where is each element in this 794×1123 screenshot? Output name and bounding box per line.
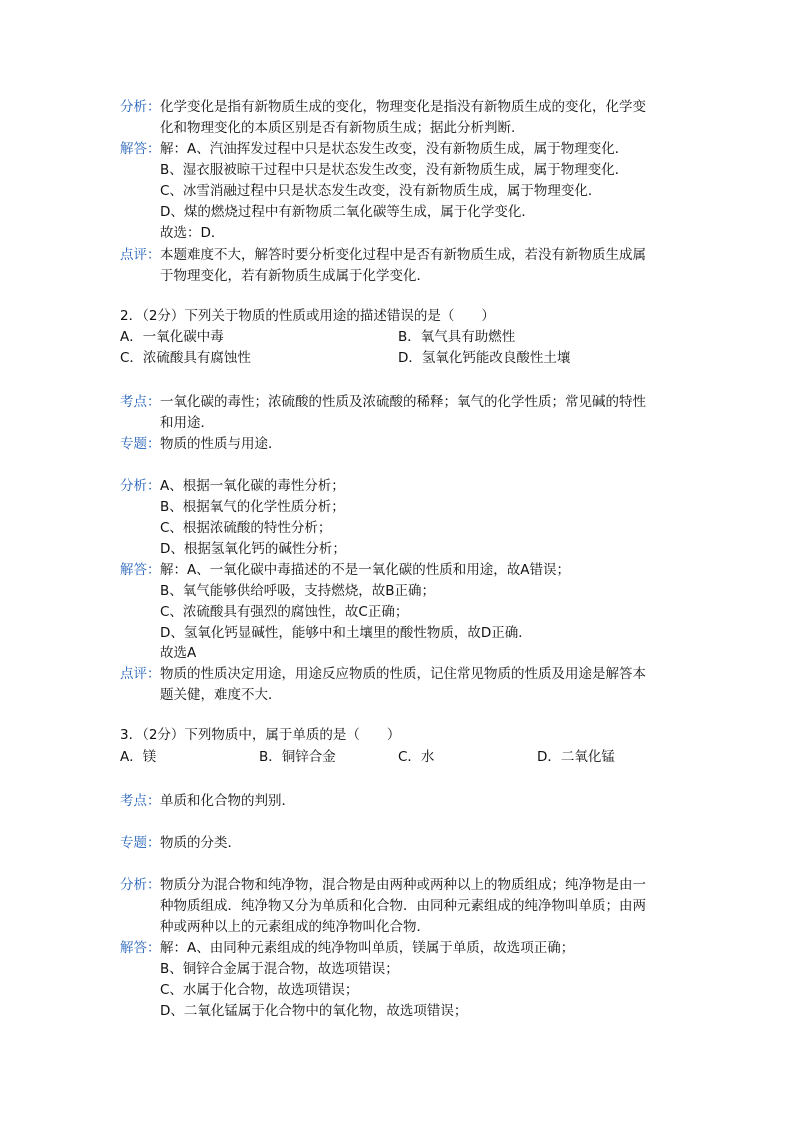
q3-topic: 物质的分类． (160, 835, 241, 851)
q2-analysis-line-2: B、根据氧气的化学性质分析； (160, 499, 345, 515)
q3-point: 单质和化合物的判别． (160, 793, 295, 809)
q2-point-line-2: 和用途． (160, 415, 214, 431)
q1-answer-label: 解答： (120, 141, 161, 157)
q2-stem: 2．（2分）下列关于物质的性质或用途的描述错误的是（ ） (120, 308, 495, 324)
q3-answer-line-1: 解：A、由同种元素组成的纯净物叫单质，镁属于单质，故选项正确； (160, 940, 575, 956)
q2-analysis-label: 分析： (120, 478, 161, 494)
q2-answer-line-5: 故选A (160, 645, 197, 661)
q1-comment-line-2: 于物理变化，若有新物质生成属于化学变化． (160, 268, 430, 284)
q3-option-d: D．二氧化锰 (537, 749, 615, 765)
q3-analysis-line-1: 物质分为混合物和纯净物，混合物是由两种或两种以上的物质组成；纯净物是由一 (160, 877, 646, 893)
q2-point-label: 考点： (120, 394, 161, 410)
q1-answer-line-3: C、冰雪消融过程中只是状态发生改变，没有新物质生成，属于物理变化． (160, 183, 602, 199)
q2-answer-line-1: 解：A、一氧化碳中毒描述的不是一氧化碳的性质和用途，故A错误； (160, 562, 570, 578)
q2-analysis-line-4: D、根据氢氧化钙的碱性分析； (160, 541, 346, 557)
q2-topic-label: 专题： (120, 436, 161, 452)
q1-answer-line-5: 故选：D． (160, 225, 225, 241)
q2-option-d: D．氢氧化钙能改良酸性土壤 (398, 350, 571, 366)
q2-option-c: C．浓硫酸具有腐蚀性 (120, 350, 251, 366)
q2-answer-line-4: D、氢氧化钙显碱性，能够中和土壤里的酸性物质，故D正确． (160, 625, 532, 641)
q1-answer-line-4: D、煤的燃烧过程中有新物质二氧化碳等生成，属于化学变化． (160, 204, 535, 220)
q1-comment-label: 点评： (120, 247, 161, 263)
q3-stem: 3．（2分）下列物质中，属于单质的是（ ） (120, 727, 401, 743)
q3-point-label: 考点： (120, 793, 161, 809)
q3-analysis-line-3: 种或两种以上的元素组成的纯净物叫化合物． (160, 919, 430, 935)
q2-answer-line-3: C、浓硫酸具有强烈的腐蚀性，故C正确； (160, 604, 409, 620)
q3-analysis-label: 分析： (120, 877, 161, 893)
q2-comment-line-1: 物质的性质决定用途，用途反应物质的性质，记住常见物质的性质及用途是解答本 (160, 666, 646, 682)
q1-analysis-line-1: 化学变化是指有新物质生成的变化，物理变化是指没有新物质生成的变化，化学变 (160, 99, 646, 115)
q2-topic: 物质的性质与用途． (160, 436, 282, 452)
q3-option-b: B．铜锌合金 (259, 749, 336, 765)
q1-comment-line-1: 本题难度不大，解答时要分析变化过程中是否有新物质生成，若没有新物质生成属 (160, 247, 646, 263)
q2-answer-label: 解答： (120, 562, 161, 578)
q3-answer-line-3: C、水属于化合物，故选项错误； (160, 982, 359, 998)
q3-answer-label: 解答： (120, 940, 161, 956)
q3-answer-line-4: D、二氧化锰属于化合物中的氧化物，故选项错误； (160, 1003, 468, 1019)
q2-option-a: A．一氧化碳中毒 (120, 329, 224, 345)
q2-analysis-line-1: A、根据一氧化碳的毒性分析； (160, 478, 345, 494)
q2-comment-line-2: 题关健，难度不大． (160, 687, 282, 703)
q3-option-a: A．镁 (120, 749, 157, 765)
q2-analysis-line-3: C、根据浓硫酸的特性分析； (160, 520, 332, 536)
q2-comment-label: 点评： (120, 666, 161, 682)
q1-answer-line-1: 解：A、汽油挥发过程中只是状态发生改变，没有新物质生成，属于物理变化． (160, 141, 629, 157)
q2-point-line-1: 一氧化碳的毒性；浓硫酸的性质及浓硫酸的稀释；氧气的化学性质；常见碱的特性 (160, 394, 646, 410)
q1-analysis-line-2: 化和物理变化的本质区别是否有新物质生成；据此分析判断. (160, 120, 516, 136)
q1-analysis-label: 分析： (120, 99, 161, 115)
q3-topic-label: 专题： (120, 835, 161, 851)
q3-option-c: C．水 (398, 749, 435, 765)
q3-analysis-line-2: 种物质组成．纯净物又分为单质和化合物．由同种元素组成的纯净物叫单质；由两 (160, 898, 646, 914)
q1-answer-line-2: B、湿衣服被晾干过程中只是状态发生改变，没有新物质生成，属于物理变化． (160, 162, 629, 178)
q2-option-b: B．氧气具有助燃性 (398, 329, 516, 345)
q3-answer-line-2: B、铜锌合金属于混合物，故选项错误； (160, 961, 399, 977)
q2-answer-line-2: B、氧气能够供给呼吸，支持燃烧，故B正确； (160, 583, 436, 599)
